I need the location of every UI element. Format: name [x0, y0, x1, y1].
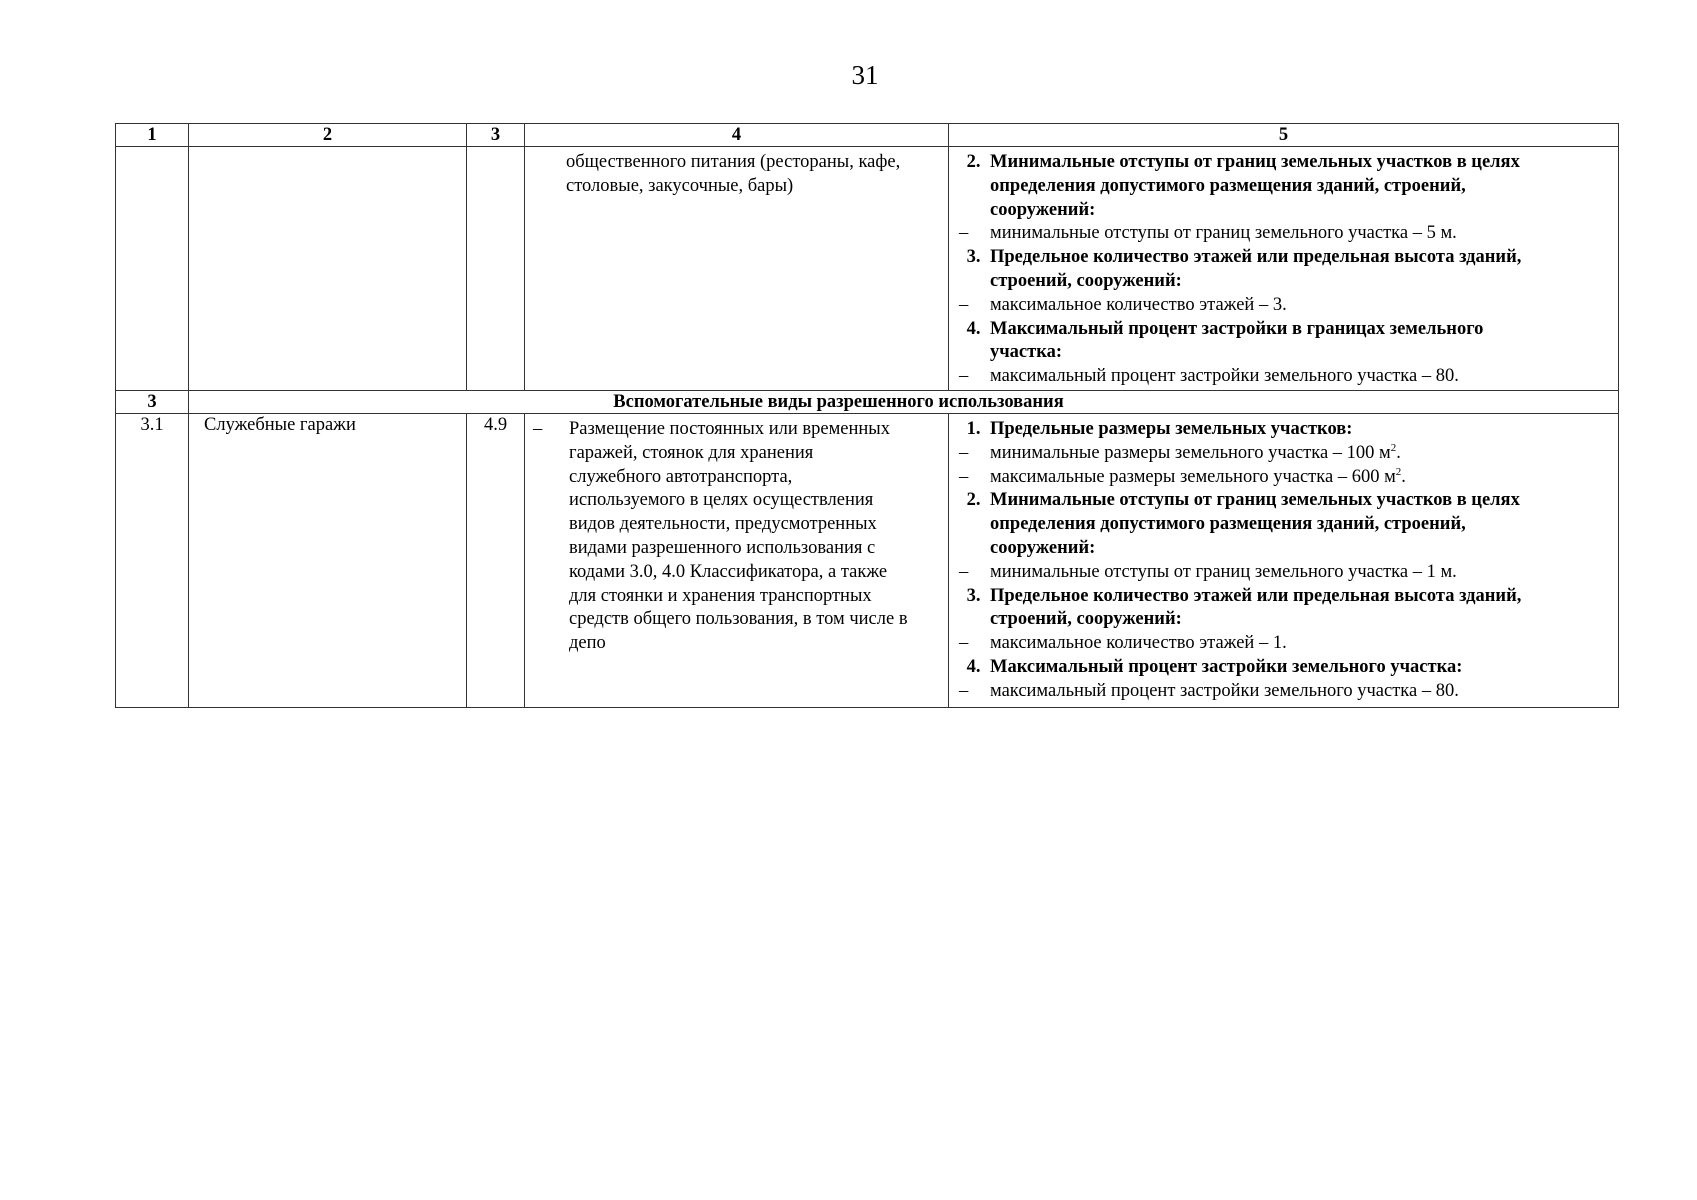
parameter-text	[990, 585, 1610, 633]
parameter-text	[990, 656, 1610, 680]
text-line: сооружений:	[990, 199, 1096, 220]
parameter-heading	[957, 656, 1610, 680]
cell-parameters	[949, 414, 1619, 708]
parameter-text	[990, 151, 1610, 222]
parameter-text	[990, 318, 1610, 366]
parameter-text	[990, 294, 1610, 318]
parameter-value	[957, 442, 1610, 466]
header-cell: 1	[116, 124, 189, 147]
parameter-text	[990, 466, 1610, 490]
parameter-value	[957, 680, 1610, 704]
text-line: используемого в целях осуществления	[569, 490, 874, 511]
list-number: 2.	[966, 152, 981, 172]
section-number: 3	[116, 391, 189, 414]
text-line: максимальный процент застройки земельного участка – 80.	[990, 680, 1459, 701]
description-line: столовые, закусочные, бары)	[566, 175, 794, 196]
table-row	[116, 414, 1619, 708]
line-tail: .	[1401, 466, 1406, 487]
section-title: Вспомогательные виды разрешенного использования	[189, 391, 1619, 414]
cell-description	[525, 147, 949, 391]
zoning-table	[115, 123, 1619, 708]
text-line: минимальные отступы от границ земельного участка – 5 м.	[990, 223, 1457, 244]
text-line: Минимальные отступы от границ земельных участков в целях	[990, 490, 1520, 511]
list-number: 4.	[966, 318, 981, 339]
description-text	[569, 418, 940, 656]
parameter-heading	[957, 246, 1610, 294]
text-line: максимальное количество этажей – 3.	[990, 294, 1287, 315]
dash-marker: –	[959, 561, 969, 582]
text-line: Предельное количество этажей или предельная высота зданий,	[990, 585, 1522, 606]
list-number: 2.	[966, 490, 981, 511]
parameter-text	[990, 365, 1610, 389]
page-number: 31	[851, 60, 879, 90]
parameter-heading	[957, 418, 1610, 442]
text-line: видов деятельности, предусмотренных	[569, 514, 877, 535]
cell-name: Служебные гаражи	[189, 414, 467, 708]
parameter-value	[957, 632, 1610, 656]
superscript: 2	[1390, 441, 1397, 454]
dash-marker: –	[959, 633, 969, 654]
parameter-heading	[957, 489, 1610, 560]
parameter-heading	[957, 318, 1610, 366]
text-line: максимальное количество этажей – 1.	[990, 633, 1287, 654]
text-line: служебного автотранспорта,	[569, 466, 793, 487]
text-line: кодами 3.0, 4.0 Классификатора, а также	[569, 561, 888, 582]
parameter-text	[990, 246, 1610, 294]
table-row	[116, 147, 1619, 391]
text-line: средств общего пользования, в том числе в	[569, 609, 908, 630]
parameter-text	[990, 632, 1610, 656]
text-line: сооружений:	[990, 537, 1096, 558]
text-line: Предельные размеры земельных участков:	[990, 419, 1353, 439]
dash-marker: –	[959, 466, 969, 487]
dash-marker: –	[959, 223, 969, 244]
text-line: Максимальный процент застройки в границах земельного	[990, 318, 1484, 339]
text-line: определения допустимого размещения зданий, строений,	[990, 175, 1466, 196]
parameter-value	[957, 561, 1610, 585]
line-tail: .	[1396, 442, 1401, 463]
list-number: 1.	[966, 419, 981, 439]
cell-code	[467, 147, 525, 391]
text-line: для стоянки и хранения транспортных	[569, 585, 872, 606]
text-line: гаражей, стоянок для хранения	[569, 442, 814, 463]
list-number: 3.	[966, 247, 981, 268]
cell-name	[189, 147, 467, 391]
header-cell: 4	[525, 124, 949, 147]
parameter-heading	[957, 151, 1610, 222]
text-line: Размещение постоянных или временных	[569, 419, 890, 439]
dash-marker: –	[533, 419, 543, 439]
text-line: видами разрешенного использования с	[569, 537, 876, 558]
parameter-text	[990, 442, 1610, 466]
parameter-text	[990, 561, 1610, 585]
text-line: минимальные отступы от границ земельного участка – 1 м.	[990, 561, 1457, 582]
dash-marker: –	[959, 680, 969, 701]
superscript: 2	[1395, 465, 1402, 478]
cell-number	[116, 147, 189, 391]
text-line: строений, сооружений:	[990, 609, 1182, 630]
text-line: минимальные размеры земельного участка – 100 $м^2$.	[990, 441, 1401, 463]
text-line: Минимальные отступы от границ земельных участков в целях	[990, 152, 1520, 172]
description-item	[533, 418, 940, 656]
text-line: максимальный процент застройки земельного участка – 80.	[990, 366, 1459, 387]
header-cell: 2	[189, 124, 467, 147]
text-line: определения допустимого размещения зданий, строений,	[990, 514, 1466, 535]
cell-description	[525, 414, 949, 708]
parameter-value	[957, 294, 1610, 318]
header-cell: 3	[467, 124, 525, 147]
text-line: Предельное количество этажей или предельная высота зданий,	[990, 247, 1522, 268]
list-number: 4.	[966, 656, 981, 677]
dash-marker: –	[959, 366, 969, 387]
parameter-text	[990, 489, 1610, 560]
table-header-row	[116, 124, 1619, 147]
parameter-text	[990, 418, 1610, 442]
description-line: общественного питания (рестораны, кафе,	[566, 152, 901, 172]
parameter-text	[990, 222, 1610, 246]
parameter-value	[957, 365, 1610, 389]
list-number: 3.	[966, 585, 981, 606]
dash-marker: –	[959, 294, 969, 315]
section-row	[116, 391, 1619, 414]
dash-marker: –	[959, 442, 969, 463]
parameter-value	[957, 466, 1610, 490]
text-line: участка:	[990, 342, 1063, 363]
cell-code: 4.9	[467, 414, 525, 708]
text-line: Максимальный процент застройки земельного участка:	[990, 656, 1463, 677]
cell-parameters	[949, 147, 1619, 391]
header-cell: 5	[949, 124, 1619, 147]
text-line: депо	[569, 633, 606, 654]
text-line: максимальные размеры земельного участка – 600 $м^2$.	[990, 465, 1406, 487]
parameter-value	[957, 222, 1610, 246]
parameter-heading	[957, 585, 1610, 633]
text-line: строений, сооружений:	[990, 270, 1182, 291]
cell-number: 3.1	[116, 414, 189, 708]
parameter-text	[990, 680, 1610, 704]
